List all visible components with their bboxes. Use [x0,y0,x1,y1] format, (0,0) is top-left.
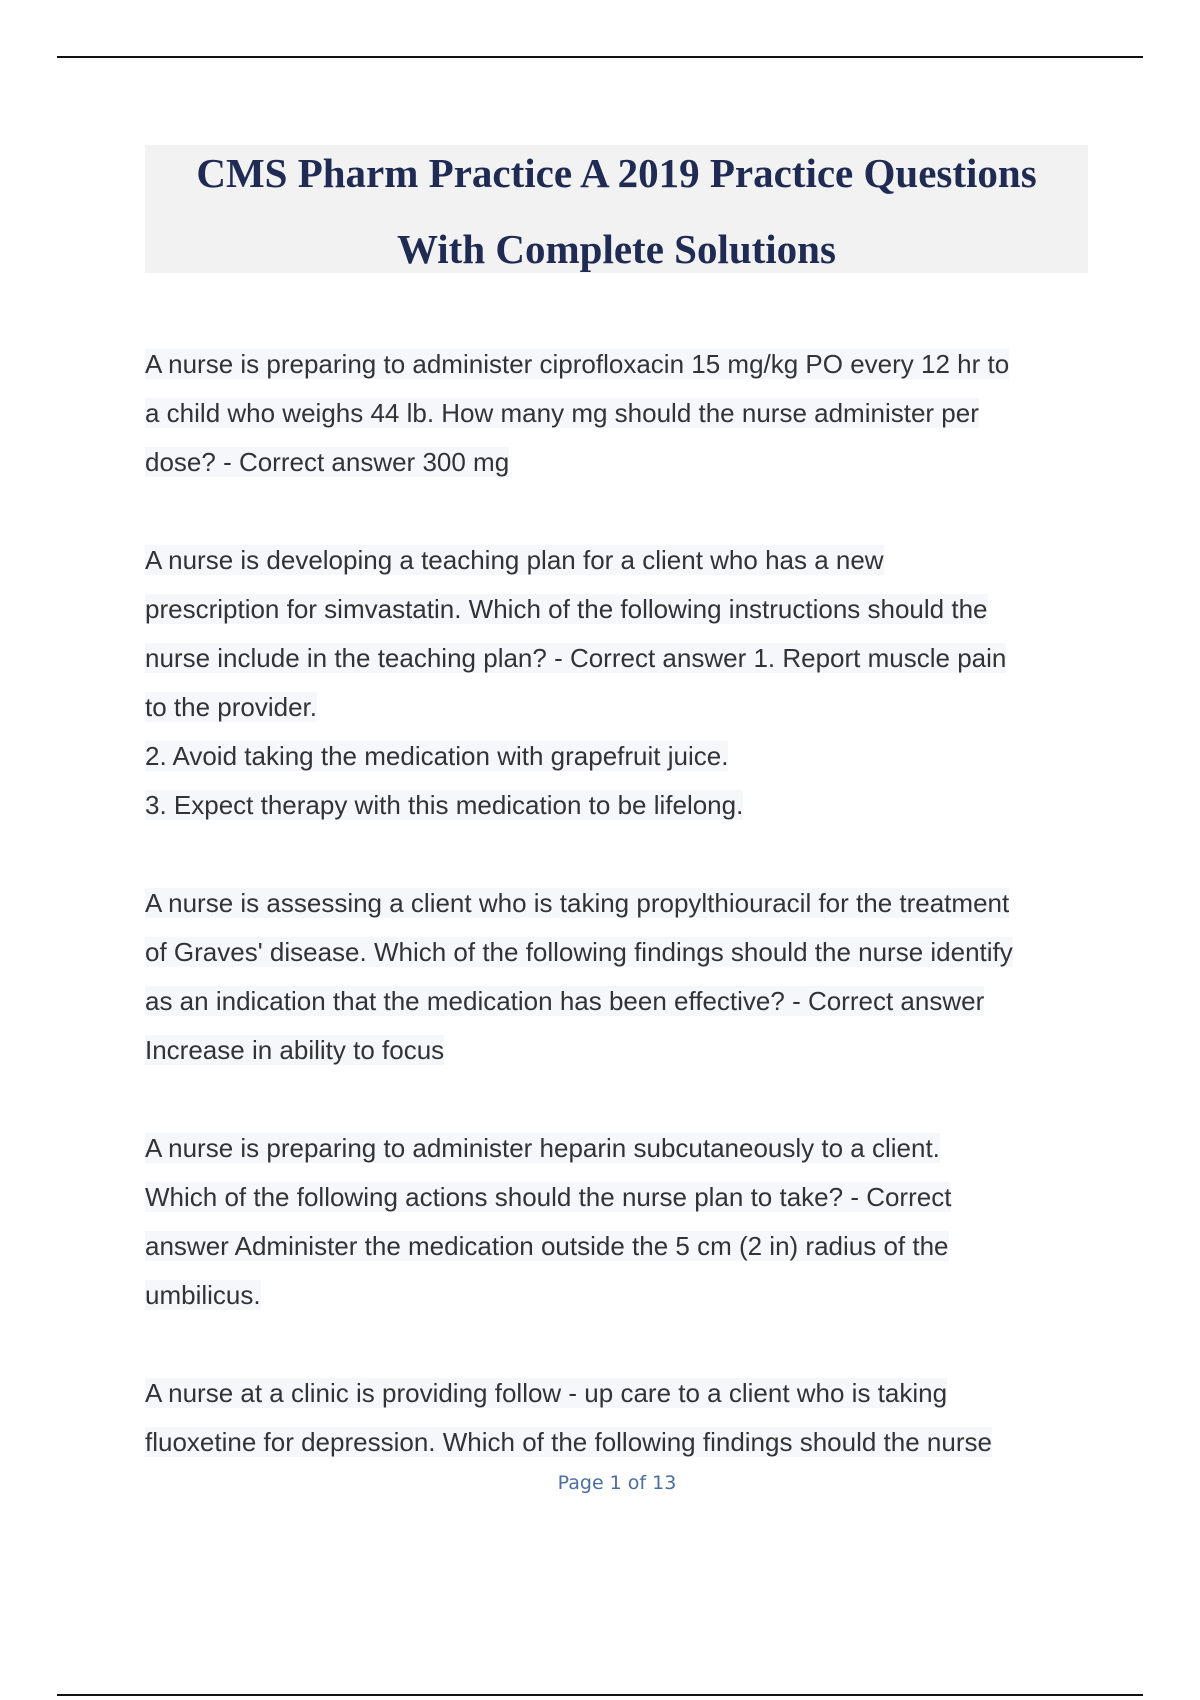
answer-list-item: 2. Avoid taking the medication with grapefruit juice. [145,741,729,771]
question-line: A nurse is preparing to administer ciprofloxacin 15 mg/kg PO every 12 hr to [145,349,1010,379]
question-line: prescription for simvastatin. Which of the following instructions should the [145,594,988,624]
question-line: to the provider. [145,692,317,722]
page-number: Page 1 of 13 [557,1472,677,1494]
question-block-1 [145,340,1105,487]
question-line: umbilicus. [145,1280,261,1310]
title-line-2: With Complete Solutions [397,226,836,272]
question-line: as an indication that the medication has been effective? - Correct answer [145,986,985,1016]
footer-rule [57,1694,1143,1696]
question-block-2 [145,536,1105,830]
title-line-1: CMS Pharm Practice A 2019 Practice Questions [196,150,1037,196]
document-title [145,145,1088,273]
question-line: fluoxetine for depression. Which of the following findings should the nurse [145,1427,992,1457]
question-line: A nurse at a clinic is providing follow - up care to a client who is taking [145,1378,948,1408]
question-line: Increase in ability to focus [145,1035,445,1065]
question-block-4 [145,1124,1105,1320]
question-line: Which of the following actions should the nurse plan to take? - Correct [145,1182,952,1212]
question-line: answer Administer the medication outside the 5 cm (2 in) radius of the [145,1231,949,1261]
question-line: A nurse is developing a teaching plan for a client who has a new [145,545,884,575]
question-block-5 [145,1369,1105,1467]
question-block-3 [145,879,1105,1075]
question-line: dose? - Correct answer 300 mg [145,447,510,477]
question-line: of Graves' disease. Which of the following findings should the nurse identify [145,937,1013,967]
question-line: A nurse is assessing a client who is taking propylthiouracil for the treatment [145,888,1010,918]
answer-list-item: 3. Expect therapy with this medication to be lifelong. [145,790,744,820]
question-line: a child who weighs 44 lb. How many mg should the nurse administer per [145,398,979,428]
header-rule [57,56,1143,58]
question-line: nurse include in the teaching plan? - Correct answer 1. Report muscle pain [145,643,1007,673]
question-list [145,340,1105,1516]
question-line: A nurse is preparing to administer heparin subcutaneously to a client. [145,1133,940,1163]
